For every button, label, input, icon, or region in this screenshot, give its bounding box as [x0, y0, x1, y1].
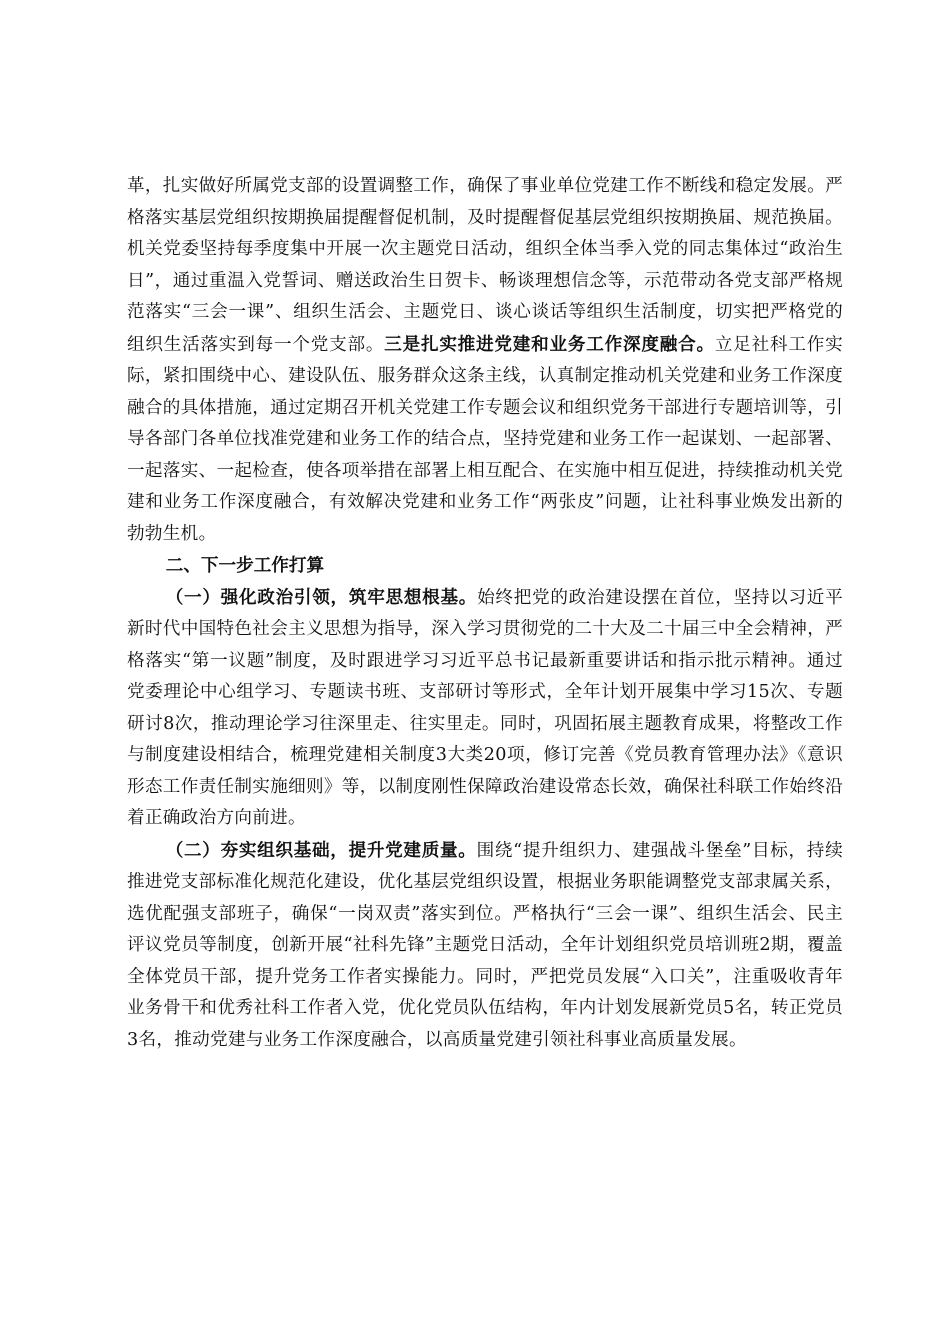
- section-heading: 二、下一步工作打算: [165, 555, 325, 576]
- subsection-title: （二）夯实组织基础，提升党建质量。: [165, 839, 477, 861]
- subsection-title: （一）强化政治引领，筑牢思想根基。: [165, 586, 478, 608]
- body-paragraph-continued: [127, 171, 843, 550]
- paragraph-bold-phrase: 三是扎实推进党建和业务工作深度融合。: [384, 333, 715, 355]
- subsection-text: 始终把党的政治建设摆在首位，坚持以习近平新时代中国特色社会主义思想为指导，深入学习贯彻党的二十大及二十届三中全会精神，严格落实“第一议题”制度，及时跟进学习习近平总书记最新重要讲话和指示批示精神。通过党委理论中心组学习、专题读书班、支部研讨等形式，全年计划开展集中学习15次、专题研讨8次，推动理论学习往深里走、往实里走。同时，巩固拓展主题教育成果，将整改工作与制度建设相结合，梳理党建相关制度3大类20项，修订完善《党员教育管理办法》《意识形态工作责任制实施细则》等，以制度刚性保障政治建设常态长效，确保社科联工作始终沿着正确政治方向前进。: [127, 587, 843, 828]
- document-page: [127, 171, 843, 1056]
- paragraph-text: 立足社科工作实际，紧扣围绕中心、建设队伍、服务群众这条主线，认真制定推动机关党建和业务工作深度融合的具体措施，通过定期召开机关党建工作专题会议和组织党务干部进行专题培训等，引导各部门各单位找准党建和业务工作的结合点，坚持党建和业务工作一起谋划、一起部署、一起落实、一起检查，使各项举措在部署上相互配合、在实施中相互促进，持续推动机关党建和业务工作深度融合，有效解决党建和业务工作“两张皮”问题，让社科事业焕发出新的勃勃生机。: [127, 334, 844, 544]
- paragraph-text: 革，扎实做好所属党支部的设置调整工作，确保了事业单位党建工作不断线和稳定发展。严格落实基层党组织按期换届提醒督促机制，及时提醒督促基层党组织按期换届、规范换届。机关党委坚持每季度集中开展一次主题党日活动，组织全体当季入党的同志集体过“政治生日”，通过重温入党誓词、赠送政治生日贺卡、畅谈理想信念等，示范带动各党支部严格规范落实“三会一课”、组织生活会、主题党日、谈心谈话等组织生活制度，切实把严格党的组织生活落实到每一个党支部。: [127, 176, 843, 355]
- subsection-paragraph-2: [127, 835, 843, 1057]
- subsection-text: 围绕“提升组织力、建强战斗堡垒”目标，持续推进党支部标准化规范化建设，优化基层党组织设置，根据业务职能调整党支部隶属关系，选优配强支部班子，确保“一岗双责”落实到位。严格执行“三会一课”、组织生活会、民主评议党员等制度，创新开展“社科先锋”主题党日活动，全年计划组织党员培训班2期，覆盖全体党员干部，提升党务工作者实操能力。同时，严把党员发展“入口关”，注重吸收青年业务骨干和优秀社科工作者入党，优化党员队伍结构，年内计划发展新党员5名，转正党员3名，推动党建与业务工作深度融合，以高质量党建引领社科事业高质量发展。: [127, 840, 843, 1050]
- subsection-paragraph-1: [127, 582, 843, 835]
